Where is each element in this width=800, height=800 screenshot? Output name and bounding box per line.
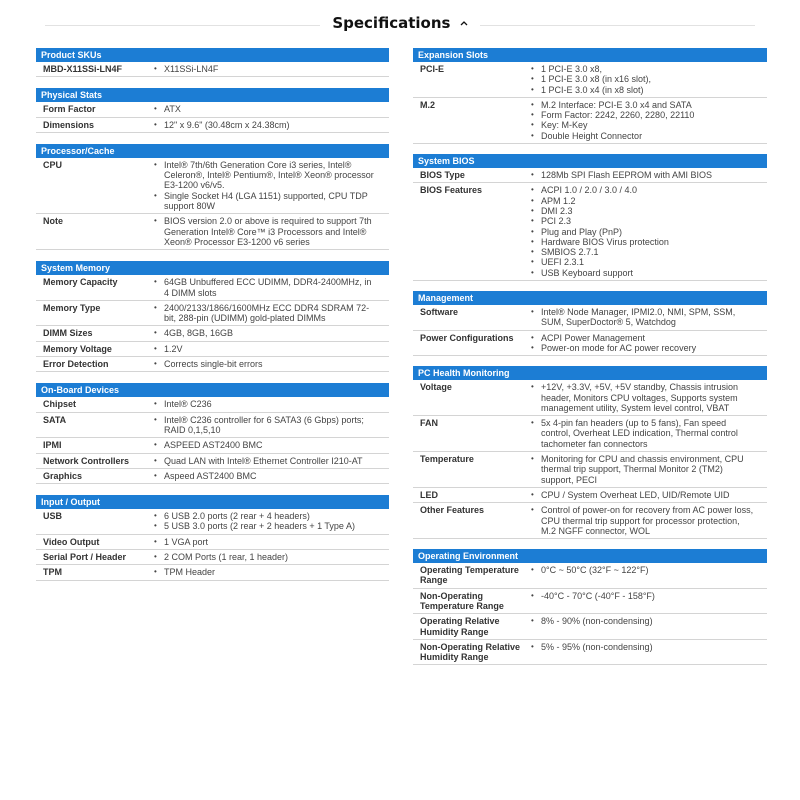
page-header — [0, 0, 800, 50]
spec-value — [154, 511, 389, 532]
spec-value — [531, 64, 767, 95]
spec-value — [154, 471, 389, 481]
spec-label: IPMI — [43, 440, 62, 451]
bullet-icon: • — [531, 247, 534, 257]
spec-value-item — [531, 237, 755, 247]
section-header: System Memory — [36, 261, 389, 275]
spec-value-text: Quad LAN with Intel® Ethernet Controller I210-AT — [164, 455, 363, 466]
spec-label: BIOS Type — [420, 170, 465, 181]
spec-label: PCI-E — [420, 64, 445, 74]
bullet-icon: • — [531, 84, 534, 94]
spec-value-item — [154, 399, 377, 409]
spec-value-item — [154, 64, 377, 74]
spec-value-text: ASPEED AST2400 BMC — [164, 440, 263, 451]
spec-value-text: Single Socket H4 (LGA 1151) supported, CPU TDP support 80W — [164, 190, 368, 212]
spec-label: MBD-X11SSi-LN4F — [43, 64, 123, 74]
spec-row-operating-relative-humidity-range — [413, 614, 767, 640]
spec-label: FAN — [420, 418, 438, 429]
spec-value-item — [531, 170, 755, 180]
spec-value-text: Double Height Connector — [541, 130, 643, 141]
bullet-icon: • — [531, 505, 534, 515]
spec-value — [531, 185, 767, 278]
spec-row-pci-e — [413, 62, 767, 98]
section-header: Input / Output — [36, 495, 389, 509]
bullet-icon: • — [531, 216, 534, 226]
bullet-icon: • — [531, 454, 534, 464]
spec-label: Software — [420, 307, 459, 318]
section-on-board-devices — [36, 383, 389, 484]
spec-row-memory-type — [36, 301, 389, 327]
spec-label: Voltage — [420, 382, 452, 393]
section-header: Physical Stats — [36, 88, 389, 102]
spec-value-item — [531, 110, 755, 120]
bullet-icon: • — [154, 328, 157, 338]
spec-value-item — [154, 303, 377, 324]
spec-value-text: 1 VGA port — [164, 536, 209, 547]
spec-value-item — [531, 591, 755, 601]
bullet-icon: • — [531, 130, 534, 140]
spec-value-item — [531, 333, 755, 343]
bullet-icon: • — [531, 307, 534, 317]
bullet-icon: • — [531, 257, 534, 267]
spec-value-text: UEFI 2.3.1 — [541, 257, 585, 268]
spec-label: Memory Capacity — [43, 277, 118, 288]
spec-value-item — [531, 565, 755, 575]
spec-row-note — [36, 214, 389, 250]
spec-value-item — [531, 206, 755, 216]
specifications-toggle[interactable] — [0, 14, 800, 32]
spec-value — [154, 415, 389, 436]
spec-value-item — [154, 344, 377, 354]
spec-value — [531, 490, 767, 500]
spec-label: Network Controllers — [43, 455, 130, 466]
bullet-icon: • — [531, 99, 534, 109]
spec-label: BIOS Features — [420, 185, 483, 196]
spec-value-item — [154, 440, 377, 450]
spec-value — [154, 303, 389, 324]
spec-row-voltage — [413, 380, 767, 416]
spec-label: Serial Port / Header — [43, 552, 127, 563]
spec-value — [531, 616, 767, 637]
spec-value — [531, 505, 767, 536]
spec-row-non-operating-temperature-range — [413, 589, 767, 615]
spec-label: Temperature — [420, 454, 474, 465]
spec-value — [531, 418, 767, 449]
spec-label: DIMM Sizes — [43, 328, 93, 339]
spec-value-item — [531, 268, 755, 278]
spec-label: Dimensions — [43, 119, 95, 130]
spec-row-dimensions — [36, 118, 389, 133]
section-product-skus — [36, 48, 389, 77]
bullet-icon: • — [154, 521, 157, 531]
spec-value-item — [531, 74, 755, 84]
spec-value-text: -40°C - 70°C (-40°F - 158°F) — [541, 590, 655, 601]
spec-value-text: 8% - 90% (non-condensing) — [541, 616, 653, 627]
spec-row-mbd-x11ssi-ln4f — [36, 62, 389, 77]
spec-value — [154, 399, 389, 409]
spec-value-item — [531, 185, 755, 195]
section-management — [413, 291, 767, 356]
spec-label: Operating Temperature Range — [420, 565, 519, 586]
spec-value — [154, 456, 389, 466]
spec-value — [531, 170, 767, 180]
spec-row-cpu — [36, 158, 389, 214]
spec-row-operating-temperature-range — [413, 563, 767, 589]
spec-value-text: Form Factor: 2242, 2260, 2280, 22110 — [541, 110, 695, 121]
spec-value-item — [154, 521, 377, 531]
section-header: PC Health Monitoring — [413, 366, 767, 380]
spec-value-text: BIOS version 2.0 or above is required to support 7th Generation Intel® Core™ i3 Processors and Intel® Xeon® Processor E3-1200 v6 series — [164, 216, 372, 247]
bullet-icon: • — [154, 440, 157, 450]
spec-value — [154, 160, 389, 211]
spec-row-form-factor — [36, 102, 389, 117]
spec-value-item — [531, 454, 755, 485]
bullet-icon: • — [531, 185, 534, 195]
bullet-icon: • — [531, 110, 534, 120]
spec-value-item — [154, 537, 377, 547]
spec-value-item — [531, 382, 755, 413]
bullet-icon: • — [531, 616, 534, 626]
bullet-icon: • — [154, 119, 157, 129]
section-header: Expansion Slots — [413, 48, 767, 62]
spec-label: Chipset — [43, 399, 77, 410]
bullet-icon: • — [154, 567, 157, 577]
spec-value — [154, 277, 389, 298]
spec-value-item — [531, 100, 755, 110]
spec-value-text: Plug and Play (PnP) — [541, 226, 623, 237]
spec-value-item — [531, 616, 755, 626]
spec-value-text: APM 1.2 — [541, 195, 576, 206]
spec-value-item — [154, 328, 377, 338]
spec-label: TPM — [43, 567, 62, 578]
section-header: System BIOS — [413, 154, 767, 168]
section-header: Product SKUs — [36, 48, 389, 62]
spec-label: Power Configurations — [420, 332, 514, 343]
section-input-output — [36, 495, 389, 580]
spec-value — [531, 333, 767, 354]
spec-row-dimm-sizes — [36, 326, 389, 341]
spec-value-text: 4GB, 8GB, 16GB — [164, 328, 234, 339]
spec-row-m-2 — [413, 98, 767, 144]
spec-value-text: 2400/2133/1866/1600MHz ECC DDR4 SDRAM 72-bit, 288-pin (UDIMM) gold-plated DIMMs — [164, 302, 370, 324]
bullet-icon: • — [531, 342, 534, 352]
bullet-icon: • — [531, 565, 534, 575]
spec-value-text: 5 USB 3.0 ports (2 rear + 2 headers + 1 Type A) — [164, 521, 355, 532]
spec-label: Operating Relative Humidity Range — [420, 616, 500, 637]
section-header: Operating Environment — [413, 549, 767, 563]
bullet-icon: • — [154, 343, 157, 353]
bullet-icon: • — [531, 226, 534, 236]
spec-value — [154, 359, 389, 369]
spec-value — [154, 216, 389, 247]
spec-value-item — [154, 277, 377, 298]
spec-value-text: Monitoring for CPU and chassis environment, CPU thermal trip support, Thermal Monitor 2 (TM2) support, PECI — [541, 454, 744, 485]
spec-value-item — [531, 490, 755, 500]
spec-value — [531, 382, 767, 413]
spec-value — [531, 642, 767, 663]
bullet-icon: • — [154, 455, 157, 465]
spec-label: Memory Voltage — [43, 343, 112, 354]
spec-value-text: ACPI Power Management — [541, 332, 646, 343]
spec-value-item — [154, 359, 377, 369]
spec-value-text: Corrects single-bit errors — [164, 359, 263, 370]
spec-row-sata — [36, 413, 389, 439]
spec-value-text: 6 USB 2.0 ports (2 rear + 4 headers) — [164, 511, 310, 522]
spec-row-fan — [413, 416, 767, 452]
spec-value — [154, 328, 389, 338]
spec-value-item — [531, 216, 755, 226]
spec-value-text: +12V, +3.3V, +5V, +5V standby, Chassis intrusion header, Monitors CPU voltages, Supports system management utility, System level control, VBAT — [541, 382, 738, 413]
spec-label: Graphics — [43, 470, 83, 481]
bullet-icon: • — [154, 159, 157, 169]
spec-value-text: ATX — [164, 104, 181, 115]
spec-value-text: Intel® C236 — [164, 399, 212, 410]
specs-column-right — [413, 48, 767, 675]
spec-row-bios-type — [413, 168, 767, 183]
spec-value-item — [154, 456, 377, 466]
spec-value — [154, 552, 389, 562]
spec-value-item — [154, 104, 377, 114]
spec-value-text: Hardware BIOS Virus protection — [541, 236, 669, 247]
spec-row-error-detection — [36, 357, 389, 372]
spec-label: Note — [43, 216, 63, 227]
spec-value — [531, 100, 767, 141]
section-header: On-Board Devices — [36, 383, 389, 397]
bullet-icon: • — [531, 489, 534, 499]
spec-value-text: PCI 2.3 — [541, 216, 572, 227]
spec-value-item — [531, 418, 755, 449]
bullet-icon: • — [154, 216, 157, 226]
bullet-icon: • — [154, 511, 157, 521]
bullet-icon: • — [154, 190, 157, 200]
spec-value-text: Power-on mode for AC power recovery — [541, 342, 697, 353]
spec-value-text: CPU / System Overheat LED, UID/Remote UID — [541, 489, 730, 500]
spec-value — [154, 567, 389, 577]
bullet-icon: • — [531, 236, 534, 246]
spec-value — [531, 307, 767, 328]
spec-label: Memory Type — [43, 302, 101, 313]
bullet-icon: • — [531, 170, 534, 180]
spec-value-text: 2 COM Ports (1 rear, 1 header) — [164, 552, 289, 563]
spec-value-text: Intel® 7th/6th Generation Core i3 series, Intel® Celeron®, Intel® Pentium®, Intel® Xeon® processor E3-1200 v6/v5. — [164, 159, 374, 191]
spec-label: USB — [43, 511, 63, 522]
spec-value-text: ACPI 1.0 / 2.0 / 3.0 / 4.0 — [541, 185, 638, 196]
spec-value-text: USB Keyboard support — [541, 267, 634, 278]
spec-value — [154, 537, 389, 547]
bullet-icon: • — [154, 64, 157, 73]
bullet-icon: • — [154, 470, 157, 480]
spec-value-text: 12" x 9.6" (30.48cm x 24.38cm) — [164, 119, 290, 130]
spec-row-usb — [36, 509, 389, 535]
spec-value-text: Intel® Node Manager, IPMI2.0, NMI, SPM, SSM, SUM, SuperDoctor® 5, Watchdog — [541, 307, 736, 328]
spec-value-item — [154, 160, 377, 191]
spec-value-text: DMI 2.3 — [541, 205, 573, 216]
bullet-icon: • — [531, 590, 534, 600]
section-expansion-slots — [413, 48, 767, 144]
section-system-memory — [36, 261, 389, 372]
spec-value-text: 1 PCI-E 3.0 x8, — [541, 64, 603, 74]
spec-label: M.2 — [420, 99, 436, 110]
section-pc-health-monitoring — [413, 366, 767, 539]
spec-value-item — [531, 131, 755, 141]
bullet-icon: • — [531, 332, 534, 342]
spec-value-item — [154, 552, 377, 562]
spec-row-graphics — [36, 469, 389, 484]
spec-value-text: 128Mb SPI Flash EEPROM with AMI BIOS — [541, 170, 713, 181]
spec-value-text: 1 PCI-E 3.0 x8 (in x16 slot), — [541, 74, 652, 85]
section-operating-environment — [413, 549, 767, 665]
spec-row-serial-port-header — [36, 550, 389, 565]
spec-value-text: Intel® C236 controller for 6 SATA3 (6 Gbps) ports; RAID 0,1,5,10 — [164, 414, 364, 435]
spec-label: LED — [420, 489, 438, 500]
bullet-icon: • — [531, 418, 534, 428]
spec-label: Non-Operating Relative Humidity Range — [420, 641, 521, 663]
spec-value-text: 1.2V — [164, 343, 183, 354]
bullet-icon: • — [154, 399, 157, 409]
spec-row-other-features — [413, 503, 767, 539]
spec-row-tpm — [36, 565, 389, 580]
bullet-icon: • — [154, 536, 157, 546]
spec-value-item — [531, 642, 755, 652]
specs-column-left — [36, 48, 389, 592]
spec-value-text: Control of power-on for recovery from AC power loss, CPU thermal trip support for processor protection, M.2 NGFF connector, WOL — [541, 505, 754, 536]
spec-value-text: 5% - 95% (non-condensing) — [541, 641, 653, 652]
spec-value-text: X11SSi-LN4F — [164, 64, 219, 74]
bullet-icon: • — [531, 120, 534, 130]
spec-value-text: 5x 4-pin fan headers (up to 5 fans), Fan speed control, Overheat LED indication, Thermal control tachometer fan connectors — [541, 418, 738, 449]
bullet-icon: • — [154, 302, 157, 312]
bullet-icon: • — [154, 414, 157, 424]
bullet-icon: • — [154, 104, 157, 114]
spec-label: Form Factor — [43, 104, 96, 115]
spec-value-text: Aspeed AST2400 BMC — [164, 470, 257, 481]
bullet-icon: • — [531, 205, 534, 215]
section-header: Management — [413, 291, 767, 305]
spec-row-software — [413, 305, 767, 331]
spec-row-memory-capacity — [36, 275, 389, 301]
spec-row-memory-voltage — [36, 342, 389, 357]
spec-value — [154, 104, 389, 114]
spec-value-item — [531, 257, 755, 267]
spec-value — [154, 344, 389, 354]
spec-row-bios-features — [413, 183, 767, 281]
spec-label: SATA — [43, 414, 67, 425]
spec-label: Error Detection — [43, 359, 109, 370]
spec-value-text: M.2 Interface: PCI-E 3.0 x4 and SATA — [541, 99, 692, 110]
section-system-bios — [413, 154, 767, 281]
section-processor-cache — [36, 144, 389, 250]
spec-value-text: Key: M-Key — [541, 120, 588, 131]
spec-value — [531, 454, 767, 485]
bullet-icon: • — [154, 277, 157, 287]
spec-value-item — [531, 343, 755, 353]
spec-value-item — [531, 196, 755, 206]
bullet-icon: • — [531, 382, 534, 392]
spec-value-text: 1 PCI-E 3.0 x4 (in x8 slot) — [541, 84, 644, 95]
bullet-icon: • — [531, 267, 534, 277]
spec-value-item — [531, 505, 755, 536]
spec-value-item — [154, 567, 377, 577]
spec-row-video-output — [36, 535, 389, 550]
section-header: Processor/Cache — [36, 144, 389, 158]
spec-label: Video Output — [43, 536, 100, 547]
chevron-up-icon — [460, 19, 468, 27]
spec-value-text: 64GB Unbuffered ECC UDIMM, DDR4-2400MHz, in 4 DIMM slots — [164, 277, 372, 298]
spec-value-text: TPM Header — [164, 567, 216, 578]
spec-value-text: 0°C ~ 50°C (32°F ~ 122°F) — [541, 565, 649, 576]
spec-value-text: SMBIOS 2.7.1 — [541, 247, 599, 258]
spec-value-item — [531, 307, 755, 328]
spec-row-power-configurations — [413, 331, 767, 357]
spec-row-non-operating-relative-humidity-range — [413, 640, 767, 666]
spec-value-item — [531, 247, 755, 257]
bullet-icon: • — [531, 64, 534, 73]
bullet-icon: • — [531, 74, 534, 84]
spec-row-ipmi — [36, 438, 389, 453]
spec-label: Non-Operating Temperature Range — [420, 590, 504, 611]
spec-value-item — [154, 471, 377, 481]
spec-row-temperature — [413, 452, 767, 488]
header-divider-right — [480, 25, 755, 26]
bullet-icon: • — [154, 552, 157, 562]
spec-value — [154, 120, 389, 130]
page-title: Specifications — [332, 14, 451, 32]
spec-label: CPU — [43, 159, 63, 170]
spec-value-item — [154, 415, 377, 436]
bullet-icon: • — [531, 195, 534, 205]
spec-value-item — [531, 120, 755, 130]
spec-value — [531, 565, 767, 586]
spec-value — [154, 440, 389, 450]
spec-row-led — [413, 488, 767, 503]
spec-row-chipset — [36, 397, 389, 412]
spec-value-item — [154, 216, 377, 247]
section-physical-stats — [36, 88, 389, 133]
spec-value-item — [531, 64, 755, 74]
spec-value-item — [154, 120, 377, 130]
bullet-icon: • — [154, 359, 157, 369]
spec-value-item — [531, 227, 755, 237]
spec-row-network-controllers — [36, 454, 389, 469]
spec-value — [531, 591, 767, 612]
spec-value-item — [154, 191, 377, 212]
spec-value — [154, 64, 389, 74]
spec-label: Other Features — [420, 505, 485, 516]
bullet-icon: • — [531, 641, 534, 651]
spec-value-item — [154, 511, 377, 521]
spec-value-item — [531, 85, 755, 95]
